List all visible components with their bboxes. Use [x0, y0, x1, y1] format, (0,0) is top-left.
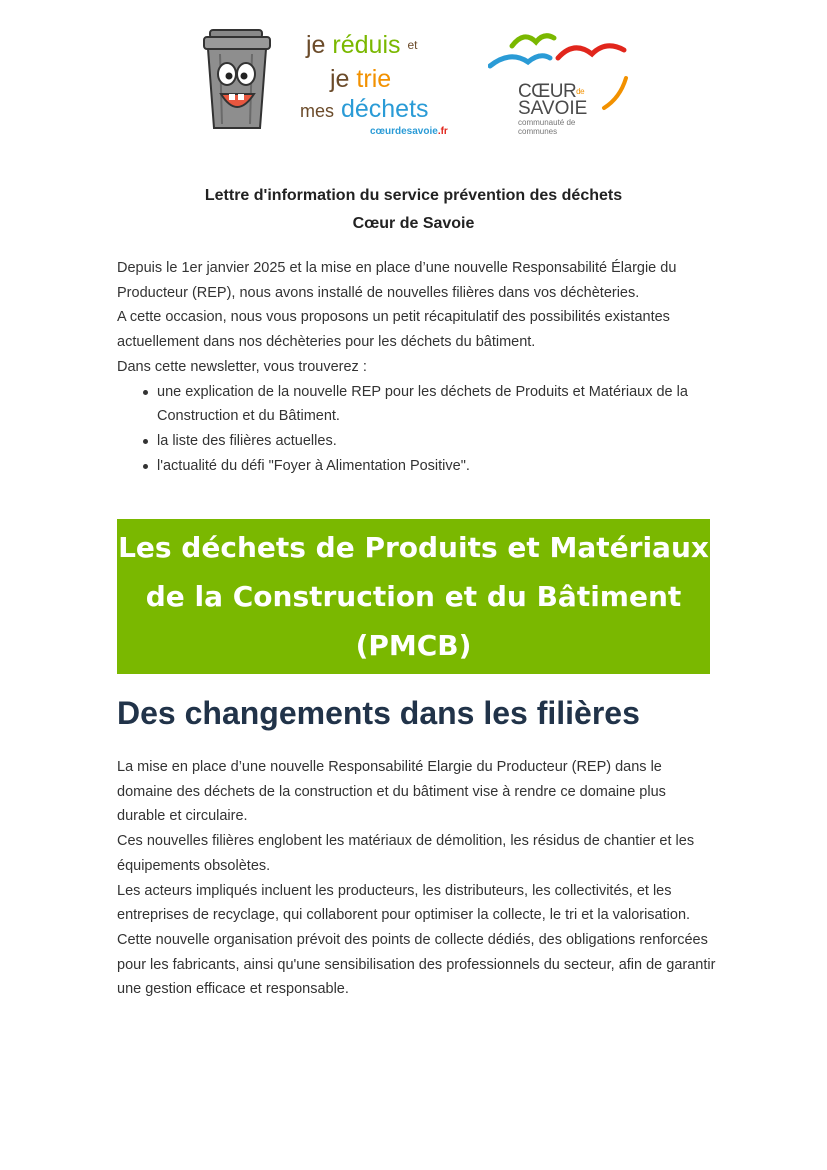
slogan-url-main: cœurdesavoie — [370, 126, 438, 137]
intro-section — [117, 256, 717, 478]
slogan-mes: mes — [300, 101, 335, 121]
slogan-reduis: réduis — [332, 31, 401, 59]
slogan-je-1: je — [306, 31, 326, 59]
newsletter-subtitle: Cœur de Savoie — [352, 215, 475, 232]
trash-bin-mascot-icon — [196, 28, 278, 132]
section-paragraph-2: Ces nouvelles filières englobent les matériaux de démolition, les résidus de chantier et les équipements obsolètes. — [117, 833, 695, 874]
intro-paragraph-2: A cette occasion, nous vous proposons un petit récapitulatif des possibilités existantes actuellement dans nos déchèteries pour les déchets du bâtiment. — [117, 309, 670, 351]
partner-line-2: SAVOIE — [518, 98, 588, 119]
section-paragraph-3: Les acteurs impliqués incluent les producteurs, les distributeurs, les collectivités, et les entreprises de recyclage, qui collaborent pour optimiser la collecte, le tri et la valorisation. — [117, 882, 691, 924]
slogan-url — [370, 126, 448, 137]
partner-logo-text — [518, 82, 630, 142]
intro-paragraph-3: Dans cette newsletter, vous trouverez : — [117, 358, 367, 375]
section-heading: Des changements dans les filières — [117, 695, 640, 731]
list-item: l'actualité du défi "Foyer à Alimentation Positive". — [157, 454, 717, 479]
slogan-logo — [300, 30, 480, 142]
slogan-trie: trie — [356, 65, 392, 93]
slogan-je-2: je — [330, 65, 350, 93]
intro-paragraph-1: Depuis le 1er janvier 2025 et la mise en place d’une nouvelle Responsabilité Élargie du Producteur (REP), nous avons installé de nouvelles filières dans vos déchèteries. — [117, 260, 677, 301]
intro-bullet-list — [117, 380, 717, 479]
slogan-url-ext: .fr — [437, 126, 448, 137]
section-paragraph-4: Cette nouvelle organisation prévoit des points de collecte dédiés, des obligations renforcées pour les fabricants, ainsi qu'une sensibilisation des professionnels du secteur, afin de garantir une gestion efficace et responsable. — [117, 931, 716, 998]
section-banner — [117, 519, 710, 674]
list-item: la liste des filières actuelles. — [157, 429, 717, 454]
partner-de: de — [576, 87, 585, 96]
list-item: une explication de la nouvelle REP pour les déchets de Produits et Matériaux de la Construction et du Bâtiment. — [157, 380, 717, 429]
newsletter-title: Lettre d'information du service prévention des déchets — [204, 187, 623, 204]
partner-tagline: communauté de communes — [518, 118, 576, 136]
slogan-dechets: déchets — [340, 95, 429, 123]
slogan-et: et — [407, 38, 418, 52]
section-body — [117, 755, 717, 1002]
section-paragraph-1: La mise en place d’une nouvelle Responsabilité Elargie du Producteur (REP) dans le domaine des déchets de la construction et du bâtiment vise à rendre ce domaine plus durable et circulaire. — [117, 759, 666, 825]
banner-title: Les déchets de Produits et Matériaux de la Construction et du Bâtiment (PMCB) — [118, 531, 709, 662]
partner-line-1: CŒUR — [518, 81, 577, 102]
